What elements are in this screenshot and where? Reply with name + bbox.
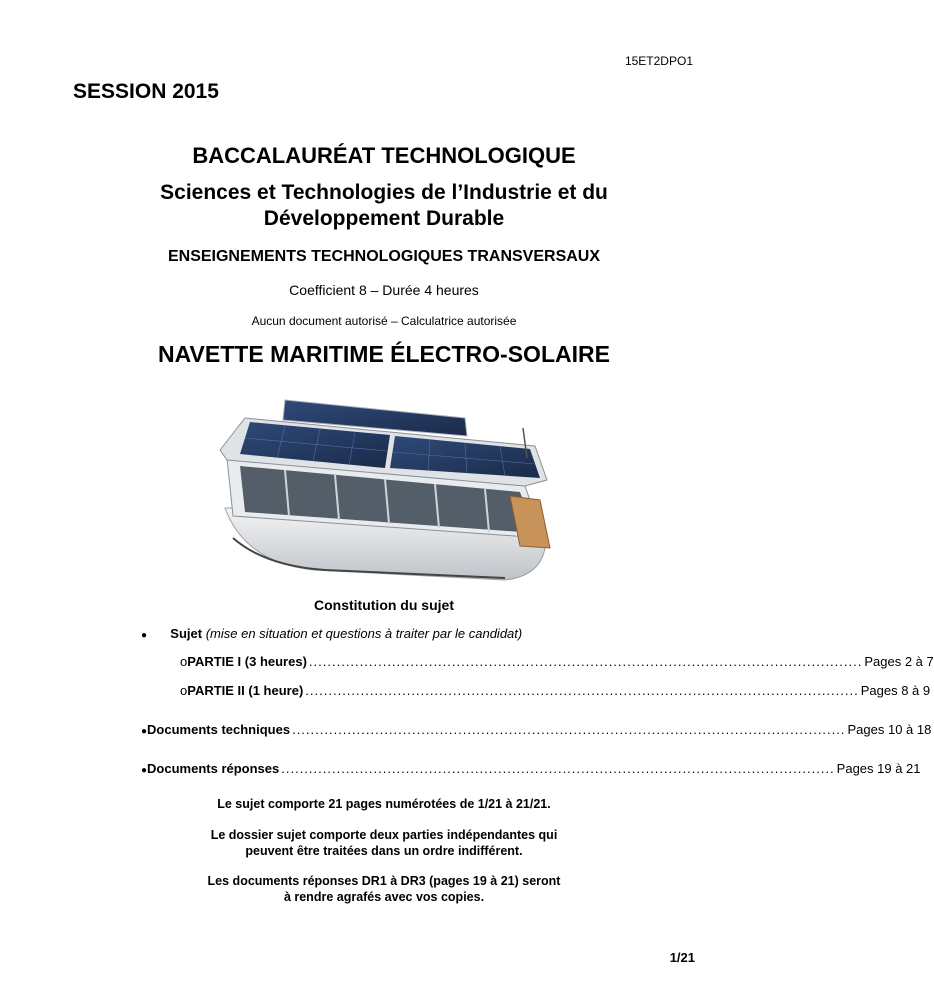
constitution-heading: Constitution du sujet (314, 597, 454, 613)
bullet-icon: ● (141, 765, 148, 776)
toc-sujet-label: Sujet (170, 626, 203, 641)
toc-partie-2-marker: o (180, 683, 188, 698)
toc-item-partie-2 (180, 683, 931, 698)
note-independent-parts (0, 827, 768, 859)
toc-partie-1-pages: Pages 2 à 7 (864, 654, 934, 669)
leader-dots: ........................................................................................................................ (305, 683, 859, 698)
exam-coefficient: Coefficient 8 – Durée 4 heures (289, 282, 479, 298)
bullet-icon: ● (141, 630, 148, 641)
exam-title: BACCALAURÉAT TECHNOLOGIQUE (192, 143, 576, 168)
toc-item-partie-1 (180, 654, 934, 669)
note-dr-line2: à rendre agrafés avec vos copies. (283, 890, 485, 904)
page-number: 1/21 (669, 950, 695, 965)
exam-series (0, 180, 768, 232)
toc-documents-techniques-label: Documents techniques (147, 722, 291, 737)
note-parts-line2: peuvent être traitées dans un ordre indifférent. (245, 844, 523, 858)
exam-series-line1: Sciences et Technologies de l’Industrie et du (160, 181, 608, 204)
leader-dots: ........................................................................................................................ (281, 761, 835, 776)
toc-item-documents-techniques (141, 722, 932, 737)
toc-documents-techniques-pages: Pages 10 à 18 (847, 722, 932, 737)
note-answer-documents (0, 873, 768, 905)
bullet-icon: ● (141, 726, 148, 737)
document-reference: 15ET2DPO1 (624, 54, 693, 68)
toc-partie-2-label: PARTIE II (1 heure) (187, 683, 304, 698)
toc-item-documents-reponses (141, 761, 921, 776)
note-dr-line1: Les documents réponses DR1 à DR3 (pages 19 à 21) seront (207, 874, 561, 888)
note-pages: Le sujet comporte 21 pages numérotées de 1/21 à 21/21. (217, 797, 551, 811)
toc-item-sujet (141, 626, 522, 641)
leader-dots: ........................................................................................................................ (292, 722, 846, 737)
toc-documents-reponses-pages: Pages 19 à 21 (836, 761, 921, 776)
toc-partie-1-label: PARTIE I (3 heures) (187, 654, 307, 669)
toc-partie-2-pages: Pages 8 à 9 (860, 683, 931, 698)
exam-series-line2: Développement Durable (263, 207, 505, 230)
topic-title: NAVETTE MARITIME ÉLECTRO-SOLAIRE (158, 341, 610, 367)
leader-dots: ........................................................................................................................ (308, 654, 863, 669)
toc-documents-reponses-label: Documents réponses (147, 761, 280, 776)
exam-rules: Aucun document autorisé – Calculatrice autorisée (251, 314, 517, 328)
solar-boat-illustration-icon (205, 388, 555, 588)
exam-subject: ENSEIGNEMENTS TECHNOLOGIQUES TRANSVERSAUX (167, 248, 601, 265)
session-heading: SESSION 2015 (73, 80, 219, 103)
toc-sujet-detail: (mise en situation et questions à traiter par le candidat) (205, 626, 523, 641)
note-parts-line1: Le dossier sujet comporte deux parties indépendantes qui (210, 828, 558, 842)
toc-partie-1-marker: o (180, 654, 188, 669)
